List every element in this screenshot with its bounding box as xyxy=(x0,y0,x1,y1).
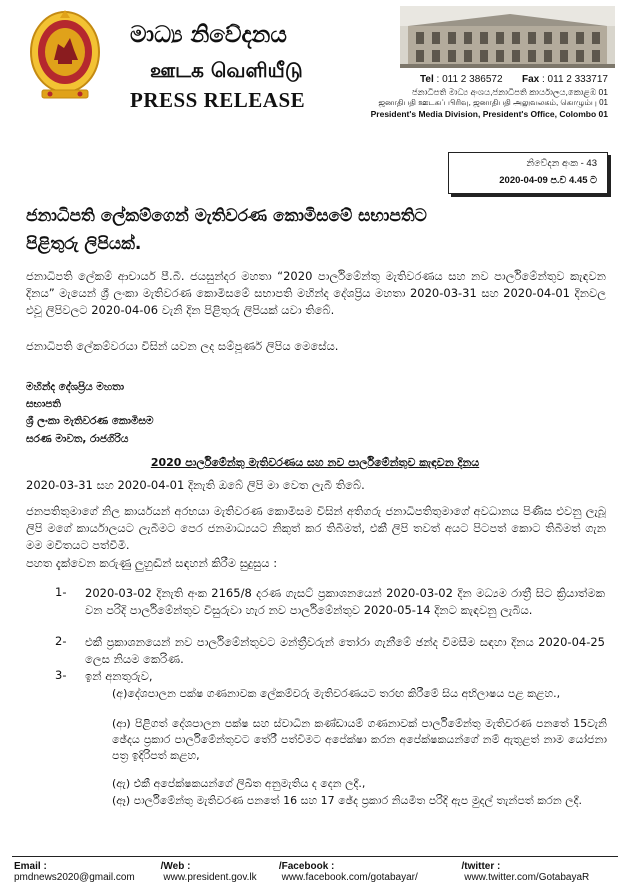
footer-separator: / xyxy=(160,861,164,872)
body-paragraph-4: පහත දැක්වෙන කරුණු ලුහුඬින් සඳහන් කිරීම සුදුසුය : xyxy=(26,556,278,570)
release-number: නිවේදන අංක - 43 xyxy=(526,158,597,169)
web-label: Web : xyxy=(163,861,191,872)
headline-line-2: පිළිතුරු ලිපියක්. xyxy=(26,234,142,254)
title-tamil: ஊடக வெளியீடு xyxy=(150,58,303,82)
list-item-number: 2- xyxy=(55,634,67,648)
tel-fax-line xyxy=(420,74,608,85)
footer-divider xyxy=(12,856,618,857)
letter-subject xyxy=(0,456,630,470)
list-item-number: 3- xyxy=(55,668,67,682)
sub-list-item: (ආ) පිළිගත් දේශපාලන පක්ෂ සහ ස්වාධීන කණ්ඩායම් ගණනාවක් පාර්ලිමේන්තු මැතිවරණ පනතේ 15වැනි ඡේදය ප්‍රකාර පාර්ලිමේන්තුවට තේරී පත්වීමට අපේක්ෂා කරන අපේක්ෂකයන්ගේ නම් ඇතුළත් නාම යෝජනා පත්‍ර ඉදිරිපත් කළහ, xyxy=(112,717,607,762)
footer-email xyxy=(14,861,161,883)
sri-lanka-emblem xyxy=(28,8,102,104)
body-paragraph-3: ජනපතිතුමාගේ නිල කාර්යයන් අරභයා මැතිවරණ කොමිසම විසින් අතිගරු ජනාධිපතිතුමාගේ අවධානය පිණිස එවනු ලැබූ ලිපි මගේ කාර්යාලයට ලැබීමට පෙර ජනමාධ්‍යයට නිකුත් කර තිබීමත්, එකී ලිපි තවත් අයට පිටපත් කොට තිබීමත් ගැන මම මවිතයට පත්වීමි. xyxy=(26,504,606,552)
address-sinhala: ජනාධිපති මාධ්‍ය අංශය,ජනාධිපති කාර්යාලය,කොළඹ 01 xyxy=(411,87,608,97)
headline-line-1: ජනාධිපති ලේකම්ගෙන් මැතිවරණ කොමිසමේ සභාපතිට xyxy=(26,206,427,226)
presidents-house-image xyxy=(400,6,615,68)
email-link[interactable]: pmdnews2020@gmail.com xyxy=(14,872,135,883)
list-item: එකී ප්‍රකාශනයෙන් නව පාර්ලිමේන්තුවට මන්ත්‍රීවරුන් තෝරා ගැනීමේ ඡන්ද විමසීම සඳහා දිනය 2020-04-25 ලෙස නියම කෙරිණ. xyxy=(85,635,605,666)
release-datetime: 2020-04-09 ප.ව 4.45 ට xyxy=(499,175,597,186)
list-item: ඉන් අනතුරුව, xyxy=(85,669,153,683)
reference-box xyxy=(448,152,608,194)
twitter-link[interactable]: www.twitter.com/GotabayaR xyxy=(464,872,590,883)
footer-separator: / xyxy=(278,861,282,872)
letter-subject-text: 2020 පාර්ලිමේන්තු මැතිවරණය සහ නව පාර්ලිමේන්තුව කැඳවන දිනය xyxy=(150,456,480,469)
facebook-link[interactable]: www.facebook.com/gotabayar/ xyxy=(281,872,418,883)
tel-value: : 011 2 386572 xyxy=(436,74,503,85)
sub-list-item: (ඈ) පාර්ලිමේන්තු මැතිවරණ පනතේ 16 සහ 17 ඡේද ප්‍රකාර නියමිත පරිදි ඇප මුදල් තැන්පත් කරන ලදී. xyxy=(112,794,583,807)
footer-facebook xyxy=(281,861,465,883)
footer-twitter xyxy=(464,861,618,883)
twitter-label: twitter : xyxy=(464,861,501,872)
addressee-name: මහින්ද දේශප්‍රිය මහතා xyxy=(26,381,125,393)
email-label: Email : xyxy=(14,861,47,872)
title-english: PRESS RELEASE xyxy=(130,88,306,112)
address-english: President's Media Division, President's Office, Colombo 01 xyxy=(370,109,608,119)
addressee-address: සරණ මාවත, රාජගිරිය xyxy=(26,433,129,445)
tel-label: Tel xyxy=(420,74,434,85)
footer-contacts xyxy=(14,861,618,883)
list-item-number: 1- xyxy=(55,585,67,599)
addressee-title: සභාපති xyxy=(26,398,61,410)
sub-list-item: (අ)දේශපාලන පක්ෂ ගණනාවක ලේකම්වරු මැතිවරණයට තරඟ කිරීමේ සිය අභිලාෂය පළ කළහ., xyxy=(112,687,561,700)
letter-intro-paragraph: ජනාධිපති ලේකම්වරයා විසින් යවන ලද සම්පූර්ණ ලිපිය මෙසේය. xyxy=(26,339,339,353)
footer-web xyxy=(160,861,278,883)
fax-label: Fax xyxy=(521,74,540,85)
fax-value: : 011 2 333717 xyxy=(542,74,608,85)
received-letters-line: 2020-03-31 සහ 2020-04-01 දිනැති ඔබේ ලිපි මා වෙත ලැබී තිබේ. xyxy=(26,478,365,492)
title-sinhala: මාධ්‍ය නිවේදනය xyxy=(130,22,287,48)
address-tamil: ஜனாதிபதி ஊடகப் பிரிவு, ஜனாதிபதி அலுவலகம், கொழும்பு 01 xyxy=(378,98,608,107)
footer-separator: / xyxy=(461,861,465,872)
addressee-organization: ශ්‍රී ලංකා මැතිවරණ කොමිසම xyxy=(26,415,154,427)
web-link[interactable]: www.president.gov.lk xyxy=(163,872,257,883)
sub-list-item: (ඇ) එකී අපේක්ෂකයන්ගේ ලිඛිත අනුමැතිය ද දෙන ලදී., xyxy=(112,777,366,790)
facebook-label: Facebook : xyxy=(281,861,335,872)
intro-paragraph: ජනාධිපති ලේකම් ආචාර්ය පී.බී. ජයසුන්දර මහතා “2020 පාර්ලිමේන්තු මැතිවරණය සහ නව පාර්ලිමේන්තුව කැඳවන දිනය” මැයෙන් ශ්‍රී ලංකා මැතිවරණ කොමිසමේ සභාපති මහින්ද දේශප්‍රිය මහතා 2020-03-31 සහ 2020-04-01 දිනවල එවූ ලිපිවලට 2020-04-06 වැනි දින පිළිතුරු ලිපියක් යවා තිබේ. xyxy=(26,269,606,317)
list-item: 2020-03-02 දිනැති අංක 2165/8 දරණ ගැසට් ප්‍රකාශනයෙන් 2020-03-02 දින මධ්‍යම රාත්‍රී සිට ක්‍රියාත්මක වන පරිදි පාර්ලිමේන්තුව විසුරුවා හැර නව පාර්ලිමේන්තුව 2020-05-14 දිනට කැඳවනු ලැබිය. xyxy=(85,586,605,617)
